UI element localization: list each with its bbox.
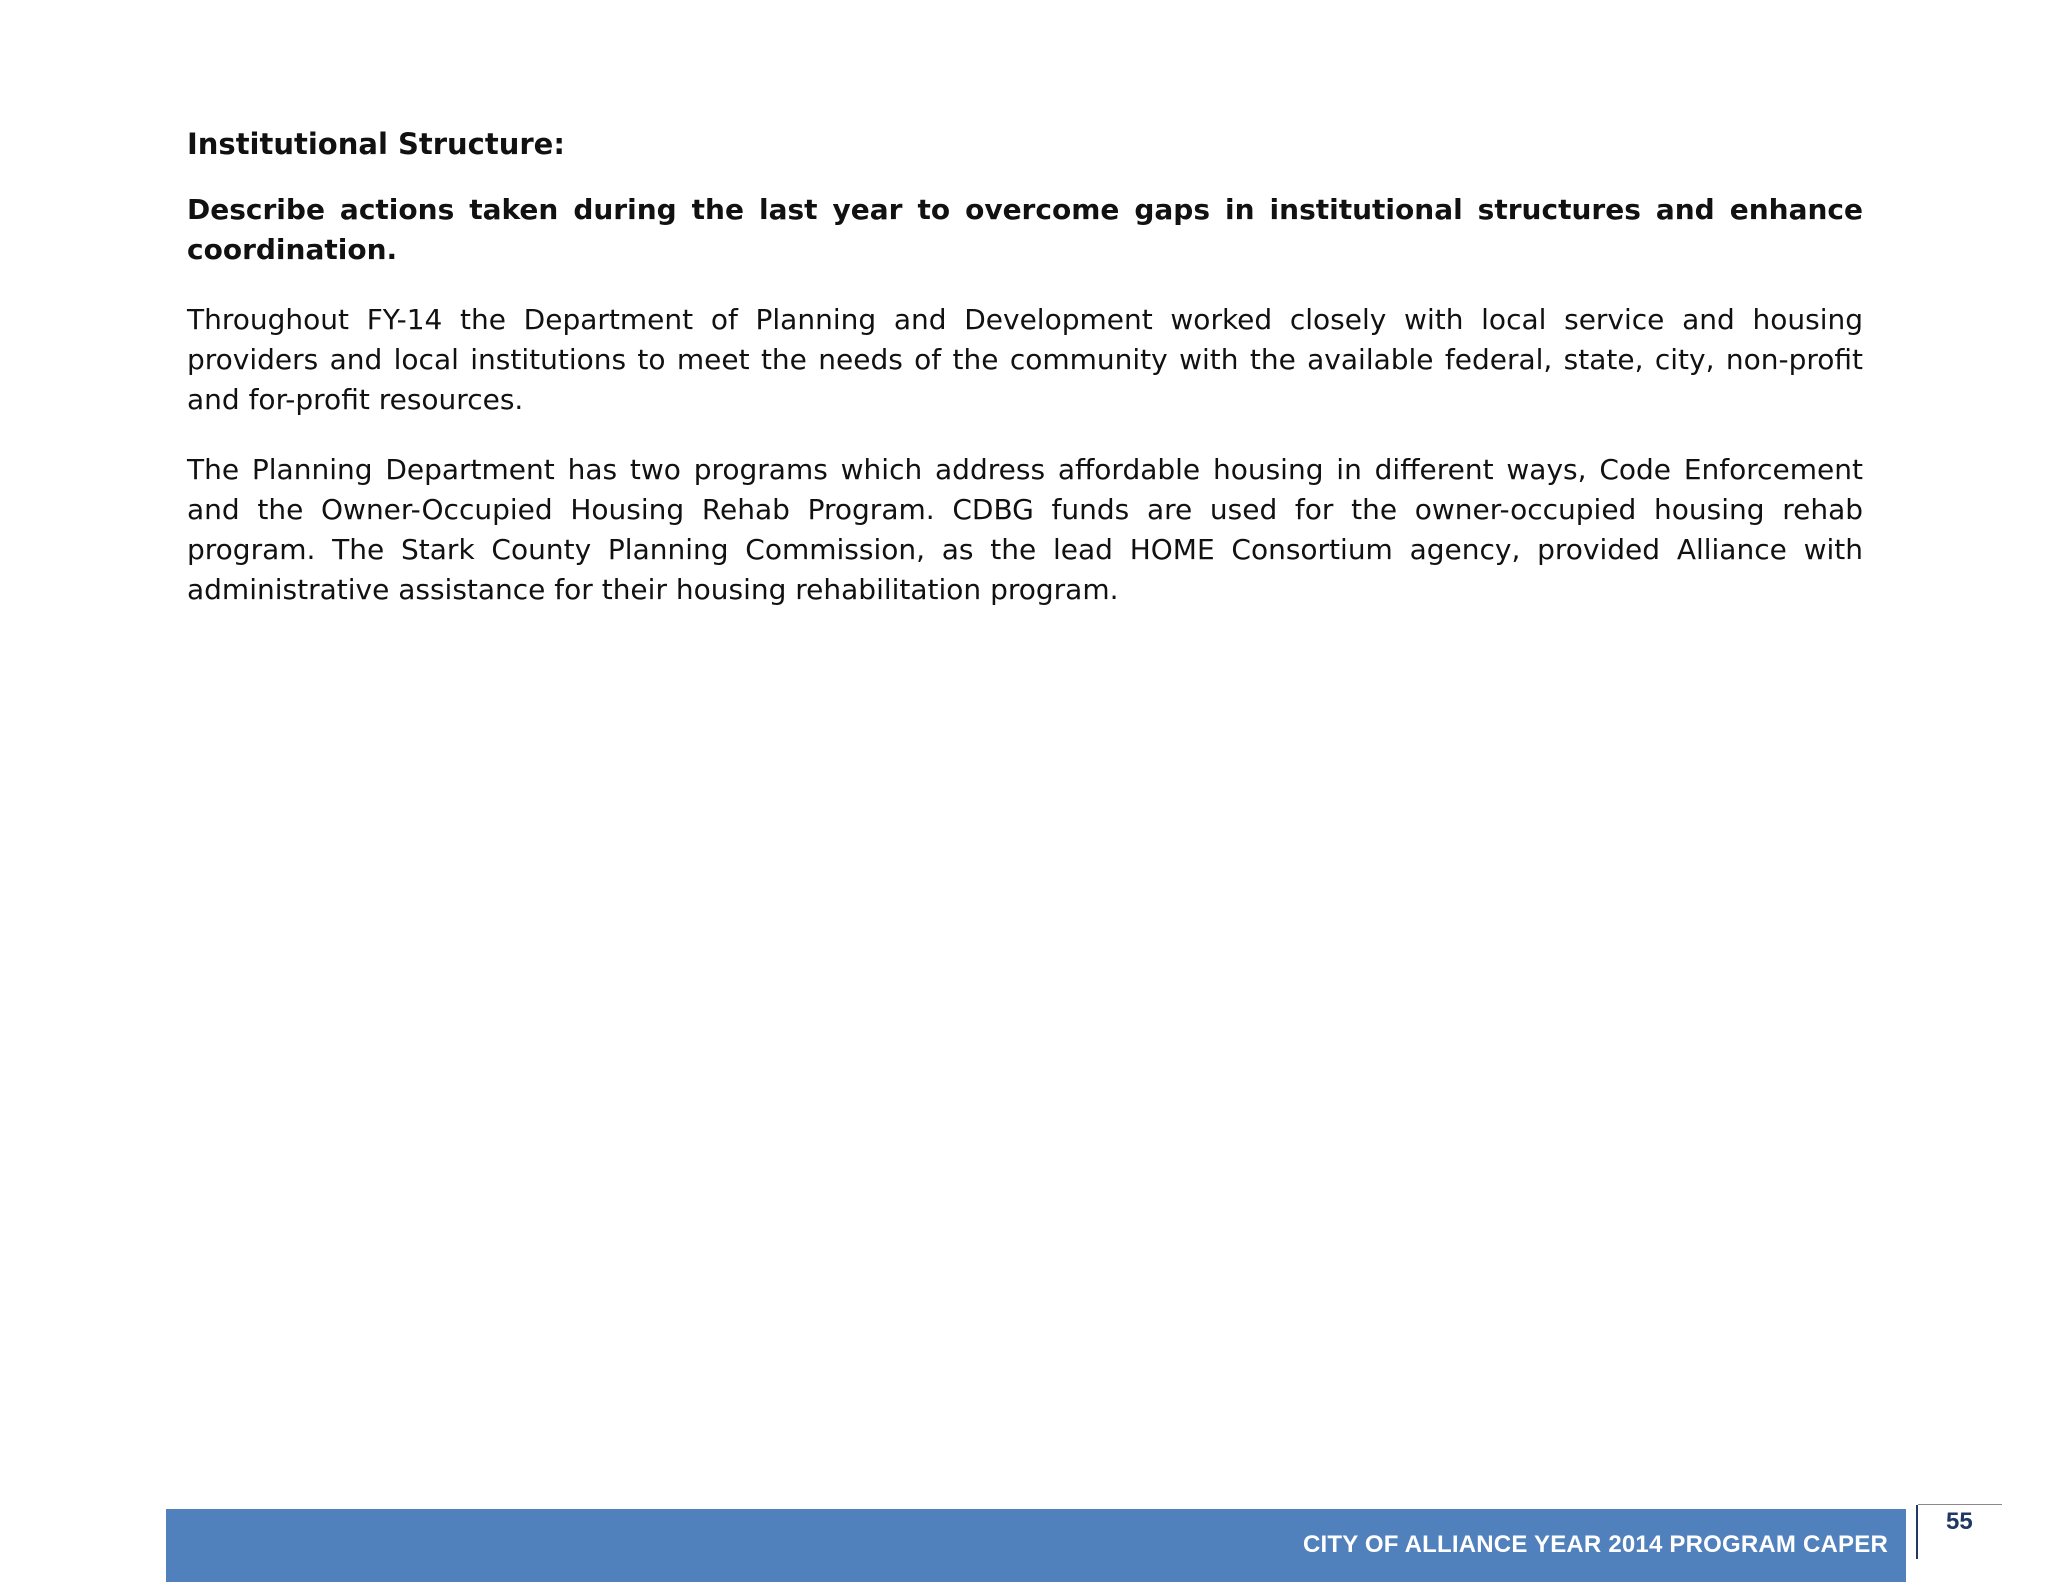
body-paragraph: Throughout FY-14 the Department of Planning and Development worked closely with local service and housing providers and local institutions to meet the needs of the community with the available federal, state, city, non-profit and for-profit resources. — [187, 303, 1863, 416]
page-number: 55 — [1946, 1508, 1973, 1535]
page-number-divider — [1916, 1505, 1918, 1559]
question-prompt: Describe actions taken during the last year to overcome gaps in institutional structures and enhance coordination. — [187, 193, 1863, 266]
footer-title: CITY OF ALLIANCE YEAR 2014 PROGRAM CAPER — [1303, 1531, 1888, 1558]
page-content — [187, 120, 1863, 640]
body-paragraph: The Planning Department has two programs which address affordable housing in different ways, Code Enforcement and the Owner-Occupied Housing Rehab Program. CDBG funds are used for the owner-occupied housing rehab program. The Stark County Planning Commission, as the lead HOME Consortium agency, provided Alliance with administrative assistance for their housing rehabilitation program. — [187, 453, 1863, 606]
page-number-rule — [1918, 1504, 2002, 1505]
section-heading: Institutional Structure: — [187, 127, 565, 161]
footer-bar — [166, 1509, 1906, 1582]
